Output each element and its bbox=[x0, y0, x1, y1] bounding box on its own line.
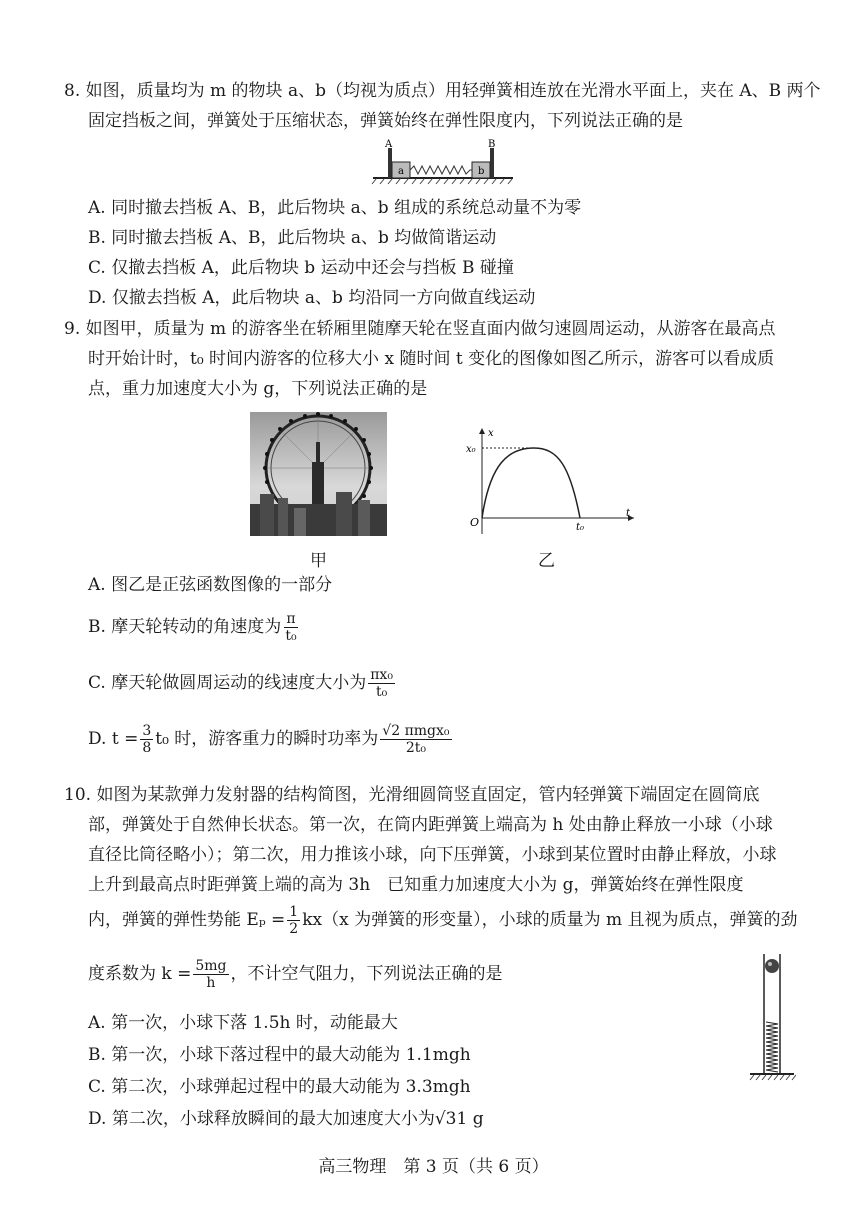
q8-spring-figure bbox=[368, 138, 518, 188]
photo-caption: 甲 bbox=[310, 551, 327, 571]
ferris-wheel-photo bbox=[250, 412, 387, 536]
y-axis-label: x bbox=[488, 428, 494, 439]
graph-caption: 乙 bbox=[538, 551, 555, 571]
plate-A bbox=[388, 148, 392, 178]
plate-B bbox=[490, 148, 494, 178]
q10-option-b: B. 第一次，小球下落过程中的最大动能为 1.1mgh bbox=[88, 1045, 471, 1065]
q10-line6-post: ，不计空气阻力，下列说法正确的是 bbox=[230, 964, 503, 984]
page-footer: 高三物理 第 3 页（共 6 页） bbox=[318, 1157, 549, 1177]
q8-option-c: C. 仅撤去挡板 A，此后物块 b 运动中还会与挡板 B 碰撞 bbox=[88, 258, 514, 278]
q8-option-b: B. 同时撤去挡板 A、B，此后物块 a、b 均做简谐运动 bbox=[88, 228, 497, 248]
peak-label: x₀ bbox=[466, 444, 476, 455]
frac-numerator: √2 πmgx₀ bbox=[382, 723, 450, 739]
q10-option-a: A. 第一次，小球下落 1.5h 时，动能最大 bbox=[88, 1013, 398, 1033]
frac-denominator: 8 bbox=[142, 740, 152, 756]
t0-label: t₀ bbox=[576, 522, 585, 533]
q10-stem-line1: 10. 如图为某款弹力发射器的结构简图，光滑细圆筒竖直固定，管内轻弹簧下端固定在圆筒底 bbox=[64, 785, 760, 805]
q9-option-c-frac bbox=[368, 667, 395, 700]
q10-stem-line2: 部，弹簧处于自然伸长状态。第一次，在筒内距弹簧上端高为 h 处由静止释放一小球（小球 bbox=[88, 815, 773, 835]
ball bbox=[765, 959, 779, 973]
displacement-curve bbox=[482, 448, 580, 518]
frac-denominator: t₀ bbox=[285, 628, 297, 644]
origin-label: O bbox=[470, 516, 480, 529]
q8-option-a: A. 同时撤去挡板 A、B，此后物块 a、b 组成的系统总动量不为零 bbox=[88, 198, 582, 218]
frac-denominator: t₀ bbox=[375, 684, 388, 700]
spring-constant-fraction bbox=[193, 958, 228, 991]
q10-line5-pre: 内，弹簧的弹性势能 Eₚ = bbox=[88, 910, 286, 930]
q9-stem-line2: 时开始计时，t₀ 时间内游客的位移大小 x 随时间 t 变化的图像如图乙所示，游客可以看成质 bbox=[88, 349, 775, 369]
q10-stem-line3: 直径比筒径略小）；第二次，用力推该小球，向下压弹簧，小球到某位置时由静止释放，小球 bbox=[88, 845, 777, 865]
q9-option-b-frac bbox=[283, 611, 298, 644]
q8-option-d: D. 仅撤去挡板 A，此后物块 a、b 均沿同一方向做直线运动 bbox=[88, 288, 536, 308]
launcher-tube-figure bbox=[748, 952, 796, 1082]
block-b-label: b bbox=[478, 166, 485, 177]
half-fraction bbox=[287, 904, 300, 937]
frac-denominator: 2t₀ bbox=[405, 740, 426, 756]
q9-option-c-text: C. 摩天轮做圆周运动的线速度大小为 bbox=[88, 673, 367, 693]
frac-numerator: πx₀ bbox=[370, 667, 393, 683]
frac-numerator: 5mg bbox=[195, 958, 227, 974]
frac-denominator: h bbox=[206, 975, 216, 991]
q9-option-b bbox=[88, 610, 301, 644]
spring-coil bbox=[766, 1022, 778, 1072]
q9-option-b-text: B. 摩天轮转动的角速度为 bbox=[88, 617, 282, 637]
x-axis-label: t bbox=[626, 508, 631, 519]
q8-stem-line2: 固定挡板之间，弹簧处于压缩状态，弹簧始终在弹性限度内，下列说法正确的是 bbox=[88, 111, 683, 131]
displacement-graph bbox=[458, 424, 638, 536]
plate-B-label: B bbox=[488, 139, 496, 150]
q9-stem-line1: 9. 如图甲，质量为 m 的游客坐在轿厢里随摩天轮在竖直面内做匀速圆周运动，从游客在最高点 bbox=[64, 319, 776, 339]
time-fraction bbox=[140, 723, 153, 756]
frac-denominator: 2 bbox=[289, 921, 299, 937]
q10-option-d: D. 第二次，小球释放瞬间的最大加速度大小为√31 g bbox=[88, 1109, 484, 1129]
q10-line5-post: kx（x 为弹簧的形变量），小球的质量为 m 且视为质点，弹簧的劲 bbox=[302, 910, 798, 930]
q9-option-d-pre: D. t = bbox=[88, 729, 139, 749]
plate-A-label: A bbox=[385, 139, 393, 150]
q9-option-c bbox=[88, 666, 397, 700]
q9-stem-line3: 点，重力加速度大小为 g，下列说法正确的是 bbox=[88, 379, 428, 399]
q10-option-c: C. 第二次，小球弹起过程中的最大动能为 3.3mgh bbox=[88, 1077, 471, 1097]
spring bbox=[410, 166, 472, 174]
power-fraction bbox=[380, 723, 451, 756]
q9-option-a: A. 图乙是正弦函数图像的一部分 bbox=[88, 575, 333, 595]
q10-stem-line4: 上升到最高点时距弹簧上端的高为 3h 已知重力加速度大小为 g，弹簧始终在弹性限度 bbox=[88, 875, 744, 895]
frac-numerator: 1 bbox=[289, 904, 299, 920]
q9-option-d-mid: t₀ 时，游客重力的瞬时功率为 bbox=[155, 729, 379, 749]
frac-numerator: π bbox=[286, 611, 296, 627]
q10-stem-line6 bbox=[88, 956, 503, 992]
block-a-label: a bbox=[398, 166, 404, 177]
q9-option-d bbox=[88, 722, 454, 756]
q8-stem-line1: 8. 如图，质量均为 m 的物块 a、b（均视为质点）用轻弹簧相连放在光滑水平面上，夹在 A、B 两个 bbox=[64, 81, 821, 101]
q10-line6-pre: 度系数为 k = bbox=[88, 964, 192, 984]
q10-stem-line5 bbox=[88, 902, 798, 938]
frac-numerator: 3 bbox=[142, 723, 152, 739]
